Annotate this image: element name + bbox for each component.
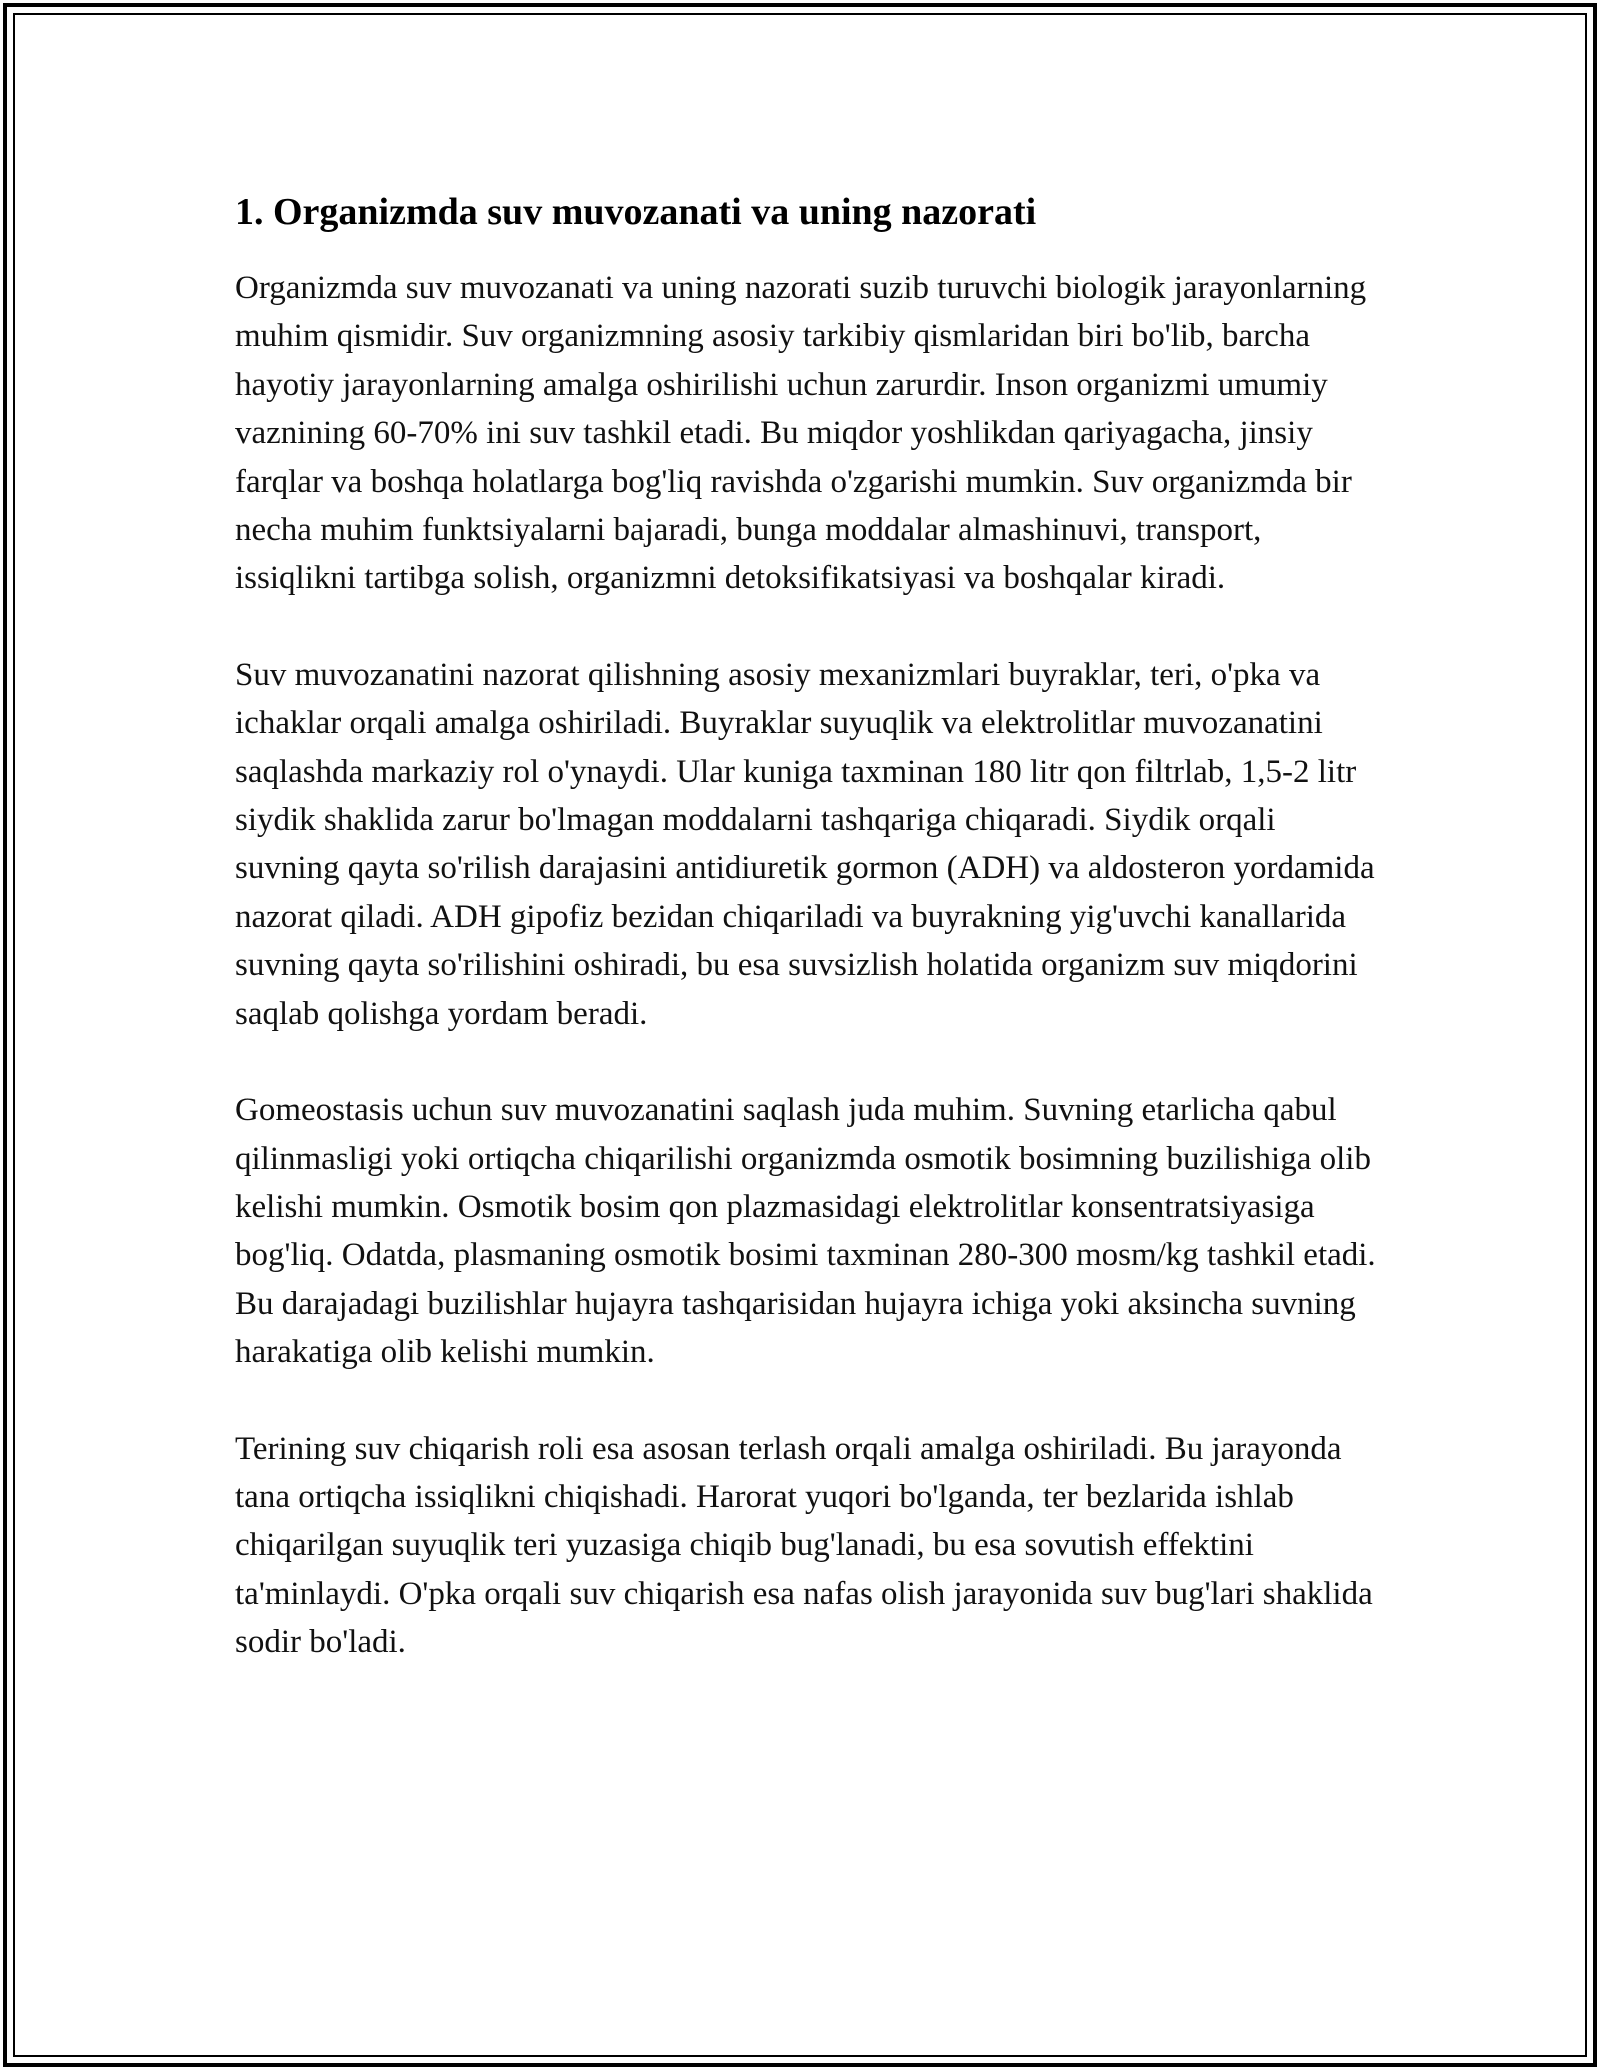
section-title: 1. Organizmda suv muvozanati va uning nazorati [235,191,1037,233]
document-body [235,188,1380,1715]
paragraph-homeostasis: Gomeostasis uchun suv muvozanatini saqlash juda muhim. Suvning etarlicha qabul qilinmasligi yoki ortiqcha chiqarilishi organizmda osmotik bosimning buzilishiga olib kelishi mumkin. Osmotik bosim qon plazmasidagi elektrolitlar konsentratsiyasiga bog'liq. Odatda, plasmaning osmotik bosimi taxminan 280-300 mosm/kg tashkil etadi. Bu darajadagi buzilishlar hujayra tashqarisidan hujayra ichiga yoki aksincha suvning harakatiga olib kelishi mumkin. [235,1092,1376,1371]
paragraph-water-balance-intro: Organizmda suv muvozanati va uning nazorati suzib turuvchi biologik jarayonlarning muhim qismidir. Suv organizmning asosiy tarkibiy qismlaridan biri bo'lib, barcha hayotiy jarayonlarning amalga oshirilishi uchun zarurdir. Inson organizmi umumiy vaznining 60-70% ini suv tashkil etadi. Bu miqdor yoshlikdan qariyagacha, jinsiy farqlar va boshqa holatlarga bog'liq ravishda o'zgarishi mumkin. Suv organizmda bir necha muhim funktsiyalarni bajaradi, bunga moddalar almashinuvi, transport, issiqlikni tartibga solish, organizmni detoksifikatsiyasi va boshqalar kiradi. [235,270,1367,597]
paragraph-skin-lungs: Terining suv chiqarish roli esa asosan terlash orqali amalga oshiriladi. Bu jarayonda tana ortiqcha issiqlikni chiqishadi. Harorat yuqori bo'lganda, ter bezlarida ishlab chiqarilgan suyuqlik teri yuzasiga chiqib bug'lanadi, bu esa sovutish effektini ta'minlaydi. O'pka orqali suv chiqarish esa nafas olish jarayonida suv bug'lari shaklida sodir bo'ladi. [235,1430,1373,1661]
paragraph-control-mechanisms: Suv muvozanatini nazorat qilishning asosiy mexanizmlari buyraklar, teri, o'pka va ichaklar orqali amalga oshiriladi. Buyraklar suyuqlik va elektrolitlar muvozanatini saqlashda markaziy rol o'ynaydi. Ular kuniga taxminan 180 litr qon filtrlab, 1,5-2 litr siydik shaklida zarur bo'lmagan moddalarni tashqariga chiqaradi. Siydik orqali suvning qayta so'rilish darajasini antidiuretik gormon (ADH) va aldosteron yordamida nazorat qiladi. ADH gipofiz bezidan chiqariladi va buyrakning yig'uvchi kanallarida suvning qayta so'rilishini oshiradi, bu esa suvsizlish holatida organizm suv miqdorini saqlab qolishga yordam beradi. [235,656,1375,1032]
